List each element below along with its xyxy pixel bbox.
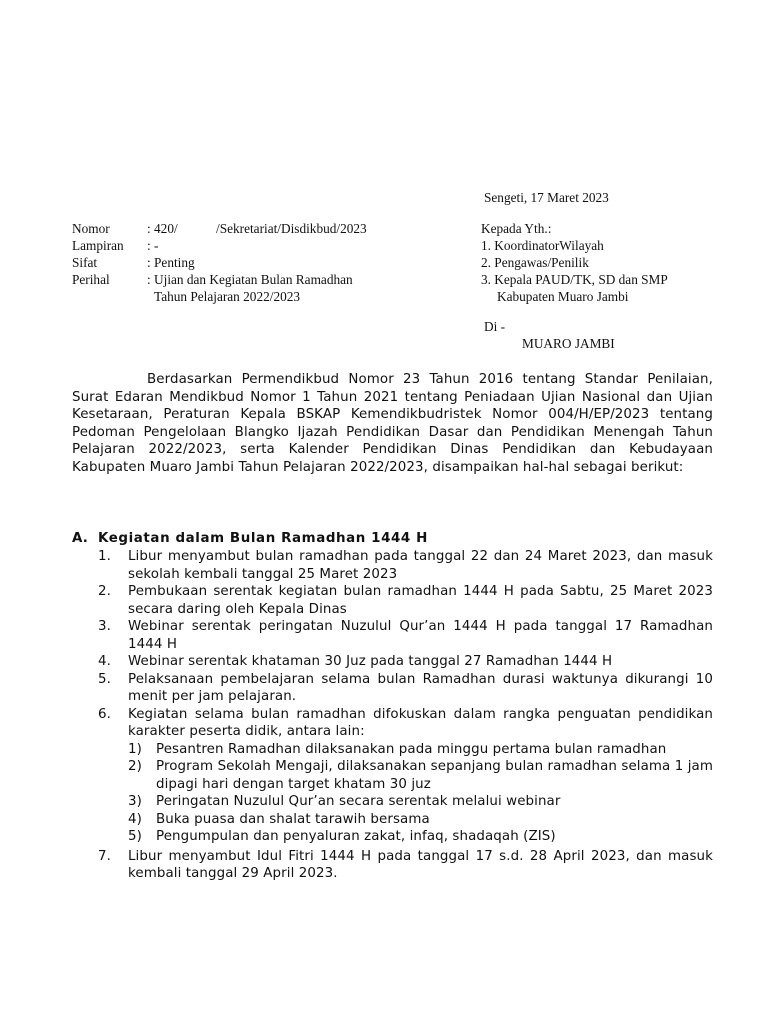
section-title: Kegiatan dalam Bulan Ramadhan 1444 H: [98, 531, 428, 546]
list-item-number: 6.: [98, 706, 111, 722]
letter-date: Sengeti, 17 Maret 2023: [484, 190, 609, 205]
sub-list-item-text: Program Sekolah Mengaji, dilaksanakan sepanjang bulan ramadhan selama 1 jam dipagi hari dengan target khatam 30 juz: [156, 759, 713, 792]
list-item-text: Pembukaan serentak kegiatan bulan ramadhan 1444 H pada Sabtu, 25 Maret 2023 secara daring oleh Kepala Dinas: [128, 584, 713, 617]
meta-extra: /Sekretariat/Disdikbud/2023: [216, 221, 367, 236]
list-item-number: 5.: [98, 671, 111, 687]
sub-list-item-number: 4): [128, 811, 142, 827]
sub-activity-list: [128, 741, 713, 846]
meta-value: : Ujian dan Kegiatan Bulan Ramadhan: [147, 272, 353, 287]
list-item-text: Webinar serentak peringatan Nuzulul Qur’an 1444 H pada tanggal 17 Ramadhan 1444 H: [128, 619, 713, 652]
list-item-text: Webinar serentak khataman 30 Juz pada tanggal 27 Ramadhan 1444 H: [128, 654, 613, 669]
sub-list-item-number: 2): [128, 759, 142, 774]
meta-value: : Penting: [147, 255, 195, 270]
sub-list-item-number: 5): [128, 829, 142, 844]
list-item-number: 3.: [98, 619, 111, 634]
meta-value: : 420/: [147, 221, 178, 236]
sub-list-item: [128, 741, 713, 759]
list-item-text: Libur menyambut Idul Fitri 1444 H pada tanggal 17 s.d. 28 April 2023, dan masuk kembali tanggal 29 April 2023.: [128, 848, 713, 881]
meta-label: Perihal: [72, 272, 110, 287]
list-item-number: 2.: [98, 584, 111, 599]
list-item-number: 1.: [98, 549, 111, 564]
addressee-line: Kabupaten Muaro Jambi: [497, 289, 629, 304]
addressee-di: Di -: [484, 319, 506, 334]
list-item: [72, 583, 713, 618]
sub-list-item: [128, 793, 713, 811]
perihal-continued: Tahun Pelajaran 2022/2023: [154, 289, 301, 304]
list-item-number: 4.: [98, 654, 111, 669]
list-item: [72, 653, 713, 671]
addressee-greeting: Kepada Yth.:: [481, 221, 552, 236]
list-item-text: Kegiatan selama bulan ramadhan difokuskan dalam rangka penguatan pendidikan karakter peserta didik, antara lain:: [128, 706, 713, 739]
intro-paragraph: Berdasarkan Permendikbud Nomor 23 Tahun 2016 tentang Standar Penilaian, Surat Edaran Mendikbud Nomor 1 Tahun 2021 tentang Peniadaan Ujian Nasional dan Ujian Kesetaraan, Peraturan Kepala BSKAP Kemendikbudristek Nomor 004/H/EP/2023 tentang Pedoman Pengelolaan Blangko Ijazah Pendidikan Dasar dan Pendidikan Menengah Tahun Pelajaran 2022/2023, serta Kalender Pendidikan Dinas Pendidikan dan Kebudayaan Kabupaten Muaro Jambi Tahun Pelajaran 2022/2023, disampaikan hal-hal sebagai berikut:: [72, 372, 713, 475]
list-item: [72, 706, 713, 846]
sub-list-item-text: Buka puasa dan shalat tarawih bersama: [156, 811, 430, 827]
addressee-city: MUARO JAMBI: [522, 336, 615, 351]
sub-list-item-number: 3): [128, 794, 142, 809]
list-item: [72, 618, 713, 653]
meta-label: Sifat: [72, 255, 98, 270]
list-item-number: 7.: [98, 848, 111, 864]
sub-list-item: [128, 758, 713, 793]
sub-list-item-text: Pengumpulan dan penyaluran zakat, infaq, shadaqah (ZIS): [156, 829, 556, 844]
sub-list-item-text: Peringatan Nuzulul Qur’an secara serentak melalui webinar: [156, 794, 561, 809]
sub-list-item: [128, 811, 713, 829]
meta-value: : -: [147, 238, 159, 253]
activity-list: [72, 548, 713, 883]
sub-list-item-number: 1): [128, 741, 142, 757]
section-letter: A.: [72, 531, 88, 546]
list-item-text: Pelaksanaan pembelajaran selama bulan Ramadhan durasi waktunya dikurangi 10 menit per jam pelajaran.: [128, 671, 713, 704]
addressee-line: 1. KoordinatorWilayah: [481, 238, 604, 253]
sub-list-item: [128, 828, 713, 846]
addressee-line: 3. Kepala PAUD/TK, SD dan SMP: [481, 272, 668, 287]
list-item: [72, 548, 713, 583]
meta-label: Nomor: [72, 221, 110, 236]
list-item: [72, 671, 713, 706]
meta-label: Lampiran: [72, 238, 124, 253]
list-item-text: Libur menyambut bulan ramadhan pada tanggal 22 dan 24 Maret 2023, dan masuk sekolah kembali tanggal 25 Maret 2023: [128, 549, 713, 582]
addressee-line: 2. Pengawas/Penilik: [481, 255, 589, 270]
sub-list-item-text: Pesantren Ramadhan dilaksanakan pada minggu pertama bulan ramadhan: [156, 741, 667, 757]
list-item: [72, 848, 713, 883]
